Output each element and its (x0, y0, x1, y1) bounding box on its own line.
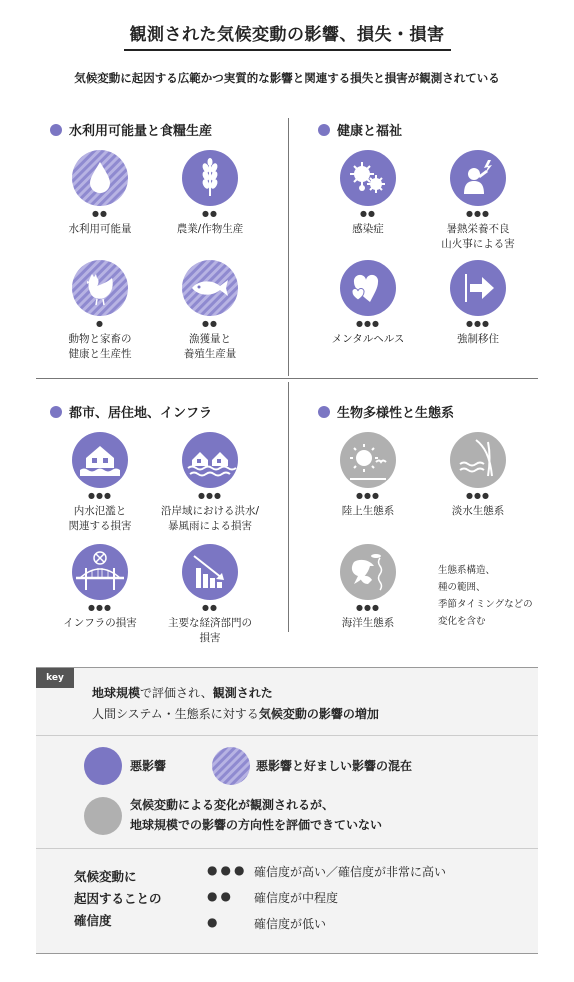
key-bottom-border (36, 953, 538, 954)
confidence-dots: ●●● (88, 491, 112, 500)
confidence-dots: ●● (202, 319, 218, 328)
item-label-marine: 海洋生態系 (341, 617, 395, 629)
arrow-icon (450, 260, 506, 316)
divider-horizontal (36, 378, 538, 379)
freshwater-icon (450, 432, 506, 488)
confidence-dots: ●● (202, 209, 218, 218)
item-label-mental: メンタルヘルス (331, 333, 405, 345)
confidence-dots: ●●● (356, 603, 380, 612)
item-label-freshwater: 淡水生態系 (451, 505, 505, 517)
legend-adverse-circle (84, 747, 122, 785)
page-title: 観測された気候変動の影響、損失・損害 (0, 20, 574, 51)
item-label-terrestrial: 陸上生態系 (341, 505, 395, 517)
item-label-heat: 暑熱栄養不良 山火事による害 (441, 223, 515, 250)
legend-gray-label: 気候変動による変化が観測されるが、 地球規模での影響の方向性を評価できていない (130, 798, 383, 832)
confidence-dots: ●●● (88, 603, 112, 612)
hearts-icon (340, 260, 396, 316)
confidence-dots: ●●● (466, 319, 490, 328)
confidence-dots: ●●● (356, 491, 380, 500)
item-label-displacement: 強制移住 (457, 333, 499, 345)
chicken-icon (72, 260, 128, 316)
confidence-text-low: 確信度が低い (254, 917, 327, 931)
key-description: 地球規模で評価され、観測された 人間システム・生態系に対する気候変動の影響の増加 (92, 686, 379, 721)
key-divider-2 (36, 848, 538, 849)
confidence-dots: ●●● (466, 491, 490, 500)
item-label-fisheries: 漁獲量と 養殖生産量 (183, 333, 237, 360)
heat-person-icon (450, 150, 506, 206)
flooded-house-icon (72, 432, 128, 488)
item-label-economic: 主要な経済部門の 損害 (168, 617, 252, 644)
key-divider-1 (36, 735, 538, 736)
legend-mixed-circle (212, 747, 250, 785)
confidence-text-high: 確信度が高い／確信度が非常に高い (254, 865, 447, 879)
confidence-dots: ●●● (356, 319, 380, 328)
divider-vertical-top (288, 118, 289, 376)
section-title-health: 健康と福祉 (318, 120, 402, 139)
confidence-dots-low: ● (207, 915, 221, 929)
page-subtitle: 気候変動に起因する広範かつ実質的な影響と関連する損失と損害が観測されている (74, 71, 500, 85)
confidence-dots: ●● (202, 603, 218, 612)
legend-adverse-label: 悪影響 (130, 759, 167, 773)
ecosystem-note: 生態系構造、 種の範囲、 季節タイミングなどの 変化を含む (438, 565, 533, 627)
item-label-livestock: 動物と家畜の 健康と生産性 (68, 333, 132, 360)
section-title-water: 水利用可能量と食糧生産 (50, 120, 212, 139)
sun-bird-icon (340, 432, 396, 488)
fish-icon (182, 260, 238, 316)
confidence-dots: ●●● (198, 491, 222, 500)
wheat-icon (182, 150, 238, 206)
coastal-flood-icon (182, 432, 238, 488)
confidence-title: 気候変動に 起因することの 確信度 (74, 869, 162, 928)
confidence-dots-medium: ●● (207, 889, 234, 903)
key-tag: key (36, 668, 74, 688)
virus-icon (340, 150, 396, 206)
confidence-dots: ● (96, 319, 104, 328)
item-label-inland-flood: 内水氾濫と 関連する損害 (68, 505, 132, 532)
confidence-text-medium: 確信度が中程度 (254, 891, 339, 905)
section-title-biodiversity: 生物多様性と生態系 (318, 402, 454, 421)
bridge-icon (72, 544, 128, 600)
section-title-cities: 都市、居住地、インフラ (50, 402, 212, 421)
confidence-dots: ●●● (466, 209, 490, 218)
legend-gray-circle (84, 797, 122, 835)
declining-chart-icon (182, 544, 238, 600)
item-label-agriculture: 農業/作物生産 (176, 223, 244, 235)
confidence-dots: ●● (360, 209, 376, 218)
divider-vertical-bottom (288, 382, 289, 632)
item-label-water-availability: 水利用可能量 (68, 223, 132, 235)
legend-mixed-label: 悪影響と好ましい影響の混在 (256, 759, 413, 773)
item-label-coastal-flood: 沿岸域における洪水/ 暴風雨による損害 (160, 505, 260, 532)
confidence-dots-high: ●●● (207, 863, 248, 877)
water-drop-icon (72, 150, 128, 206)
item-label-infectious: 感染症 (352, 223, 384, 235)
confidence-dots: ●● (92, 209, 108, 218)
item-label-infrastructure: インフラの損害 (63, 617, 137, 629)
marine-icon (340, 544, 396, 600)
